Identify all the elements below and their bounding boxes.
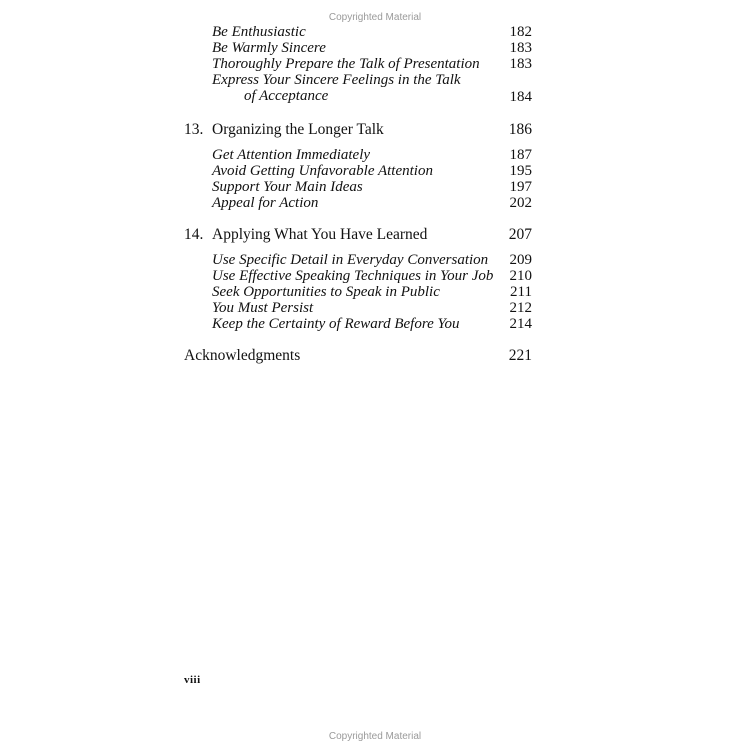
toc-entry-title-continued: of Acceptance xyxy=(244,88,329,104)
toc-entry xyxy=(184,268,534,284)
toc-entry-title: Avoid Getting Unfavorable Attention xyxy=(212,163,433,179)
toc-entry xyxy=(184,56,534,72)
toc-entry-page: 187 xyxy=(509,147,532,163)
chapter-title: Organizing the Longer Talk xyxy=(212,121,384,138)
toc-entry xyxy=(184,300,534,316)
chapter-number: 14. xyxy=(184,226,204,243)
toc-entry-title: Seek Opportunities to Speak in Public xyxy=(212,284,440,300)
toc-entry-page: 183 xyxy=(509,40,532,56)
toc-entry xyxy=(184,147,534,163)
toc-chapter-14 xyxy=(184,226,534,244)
chapter-page: 207 xyxy=(508,226,532,243)
toc-chapter-13 xyxy=(184,121,534,139)
toc-entry xyxy=(184,179,534,195)
chapter-page: 186 xyxy=(508,121,532,138)
toc-entry-title: Use Effective Speaking Techniques in Your Job xyxy=(212,268,494,284)
toc-entry-title: Express Your Sincere Feelings in the Talk xyxy=(212,72,461,88)
toc-entry-page: 214 xyxy=(509,316,532,332)
toc-entry-title: Get Attention Immediately xyxy=(212,147,371,163)
toc-entry-page: 195 xyxy=(509,163,532,179)
toc-entry xyxy=(184,40,534,56)
toc-entry xyxy=(184,252,534,268)
toc-entry-page: 182 xyxy=(509,24,532,40)
toc-entry-page: 212 xyxy=(509,300,532,316)
toc-entry-page: 211 xyxy=(510,284,532,300)
back-matter-title: Acknowledgments xyxy=(184,347,301,364)
toc-entry-title: Support Your Main Ideas xyxy=(212,179,363,195)
toc-entry xyxy=(184,284,534,300)
chapter-title: Applying What You Have Learned xyxy=(212,226,428,243)
toc-entry-page: 197 xyxy=(509,179,532,195)
toc-entry-title: Keep the Certainty of Reward Before You xyxy=(212,316,460,332)
toc-entry xyxy=(184,163,534,179)
toc-entry-title: Thoroughly Prepare the Talk of Presentation xyxy=(212,56,480,72)
toc-entry-title: Be Enthusiastic xyxy=(212,24,306,40)
toc-entry-page: 183 xyxy=(509,56,532,72)
watermark-bottom: Copyrighted Material xyxy=(328,731,422,742)
toc-entry-page: 210 xyxy=(509,268,532,284)
toc-entry xyxy=(184,316,534,332)
toc-entry-title: Use Specific Detail in Everyday Conversation xyxy=(212,252,489,268)
toc-entry xyxy=(184,195,534,211)
watermark-top: Copyrighted Material xyxy=(328,12,422,23)
back-matter-page: 221 xyxy=(508,347,532,364)
table-of-contents xyxy=(184,24,534,365)
toc-entry xyxy=(184,24,534,40)
toc-entry-title: Be Warmly Sincere xyxy=(212,40,326,56)
page-folio: viii xyxy=(184,674,201,686)
toc-entry-title: Appeal for Action xyxy=(212,195,319,211)
toc-entry-page: 202 xyxy=(509,195,532,211)
toc-acknowledgments xyxy=(184,347,534,365)
toc-entry-title: You Must Persist xyxy=(212,300,314,316)
toc-entry-page: 209 xyxy=(509,252,532,268)
toc-entry-page: 184 xyxy=(509,89,532,105)
chapter-number: 13. xyxy=(184,121,204,138)
toc-entry xyxy=(184,72,534,106)
